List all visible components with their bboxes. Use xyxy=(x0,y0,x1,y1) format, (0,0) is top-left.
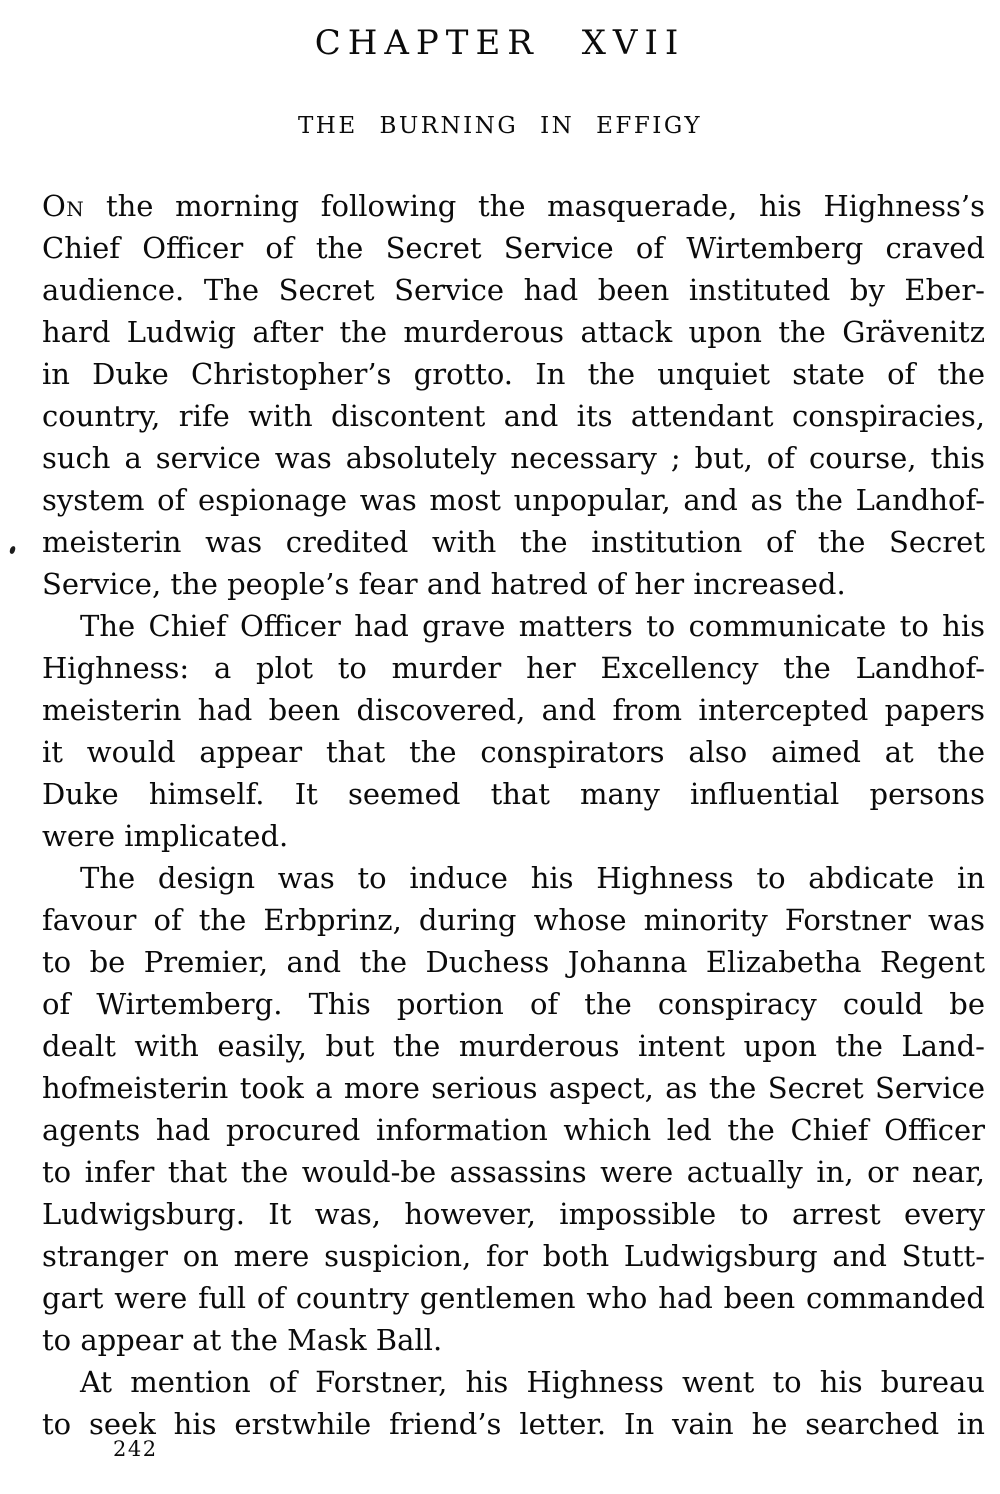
text-line: such a service was absolutely necessary ; but, of course, this xyxy=(42,441,985,475)
paragraph xyxy=(42,857,985,1361)
text-line: hofmeisterin took a more serious aspect, as the Secret Service xyxy=(42,1071,985,1105)
text-line: At mention of Forstner, his Highness went to his bureau xyxy=(80,1365,985,1399)
text-line: agents had procured information which led the Chief Officer xyxy=(42,1113,985,1147)
paragraph xyxy=(42,605,985,857)
text-line: Service, the people’s fear and hatred of her increased. xyxy=(42,567,846,601)
text-line: gart were full of country gentlemen who had been commanded xyxy=(42,1281,985,1315)
text-line: meisterin had been discovered, and from intercepted papers xyxy=(42,693,985,727)
text-line: to be Premier, and the Duchess Johanna Elizabetha Regent xyxy=(42,945,985,979)
text-line: to infer that the would-be assassins were actually in, or near, xyxy=(42,1155,985,1189)
ink-speck-artifact xyxy=(9,546,16,555)
text-line: country, rife with discontent and its attendant conspiracies, xyxy=(42,399,985,433)
text-line: audience. The Secret Service had been instituted by Eber- xyxy=(42,273,985,307)
text-line: The Chief Officer had grave matters to communicate to his xyxy=(80,609,985,643)
text-line: were implicated. xyxy=(42,819,289,853)
text-line: of Wirtemberg. This portion of the conspiracy could be xyxy=(42,987,985,1021)
text-line: The design was to induce his Highness to abdicate in xyxy=(80,861,985,895)
text-line: hard Ludwig after the murderous attack upon the Grävenitz xyxy=(42,315,985,349)
text-line: system of espionage was most unpopular, and as the Landhof- xyxy=(42,483,985,517)
paragraph xyxy=(42,185,985,605)
text-line: Duke himself. It seemed that many influential persons xyxy=(42,777,985,811)
text-line: stranger on mere suspicion, for both Ludwigsburg and Stutt- xyxy=(42,1239,985,1273)
text-line: to seek his erstwhile friend’s letter. In vain he searched in xyxy=(42,1407,985,1441)
text-line: Chief Officer of the Secret Service of Wirtemberg craved xyxy=(42,231,985,265)
text-line: in Duke Christopher’s grotto. In the unquiet state of the xyxy=(42,357,985,391)
text-line: favour of the Erbprinz, during whose minority Forstner was xyxy=(42,903,985,937)
text-line: meisterin was credited with the institution of the Secret xyxy=(42,525,985,559)
section-title: THE BURNING IN EFFIGY xyxy=(297,113,703,139)
text-line: Ludwigsburg. It was, however, impossible to arrest every xyxy=(42,1197,985,1231)
paragraph xyxy=(42,1361,985,1445)
text-line: it would appear that the conspirators also aimed at the xyxy=(42,735,985,769)
chapter-title: CHAPTER XVII xyxy=(314,23,686,63)
page-number: 242 xyxy=(113,1437,158,1461)
body-text xyxy=(42,185,985,1445)
text-line: to appear at the Mask Ball. xyxy=(42,1323,443,1357)
text-line: On the morning following the masquerade, his Highness’s xyxy=(42,189,985,223)
text-line: Highness: a plot to murder her Excellency the Landhof- xyxy=(42,651,985,685)
text-line: dealt with easily, but the murderous intent upon the Land- xyxy=(42,1029,985,1063)
small-caps-lead: On xyxy=(42,189,85,223)
